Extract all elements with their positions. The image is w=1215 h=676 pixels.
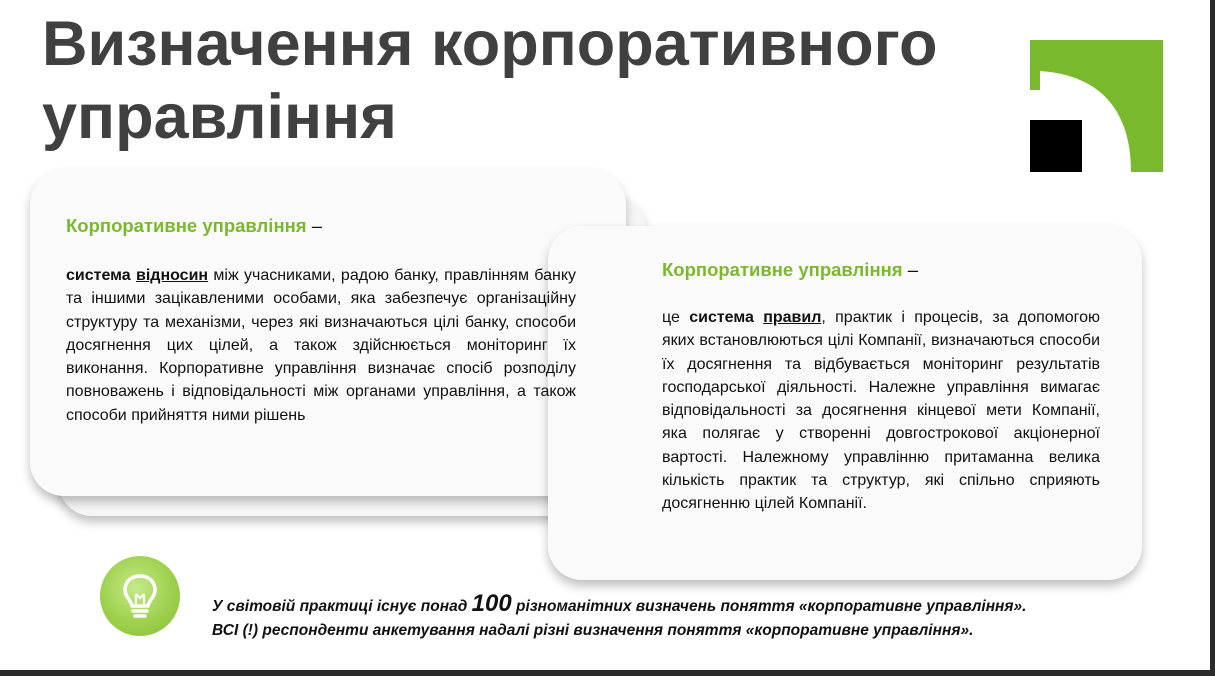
card2-text-rest: , практик і процесів, за допомогою яких встановлюються цілі Компанії, визначаються способи їх досягнення та відбувається моніторинг результатів господарської діяльності. Належне управління вимагає відповідальності за досягнення кінцевої мети Компанії, яка полягає у створенні довгострокової акціонерної вартості. Належному управлінню притаманна велика кількість практик та структур, які спільно сприяють досягненню цілей Компанії.	[662, 309, 1100, 513]
card1-text-bold: система	[66, 267, 131, 284]
footnote-line2: ВСІ (!) респонденти анкетування надалі різні визначення поняття «корпоративне управління».	[212, 622, 974, 639]
card1-title	[66, 215, 322, 237]
lightbulb-badge	[100, 556, 180, 636]
card1-title-dash: –	[311, 215, 323, 236]
lightbulb-icon	[100, 556, 180, 636]
card1-text	[66, 264, 576, 427]
privatbank-logo-icon	[1030, 40, 1163, 172]
footnote	[212, 592, 1192, 643]
footnote-line1-pre: У світовій практиці існує понад	[212, 598, 468, 615]
frame-bottom-border	[0, 670, 1215, 676]
card2-text-prefix: це	[662, 309, 680, 326]
card1-title-text: Корпоративне управління	[66, 215, 307, 236]
card2-title-text: Корпоративне управління	[662, 259, 903, 280]
card1-text-underline: відносин	[136, 267, 209, 284]
frame-right-border	[1210, 0, 1215, 676]
page-title: Визначення корпоративного управління	[42, 9, 938, 152]
card2-text-underline: правил	[763, 309, 822, 326]
card2-text-bold: система	[689, 309, 754, 326]
card1-text-rest: між учасниками, радою банку, правлінням банку та іншими зацікавленими особами, яка забезпечує організаційну структуру та механізми, через які визначаються цілі банку, способи досягнення цих цілей, а також здійснюється моніторинг їх виконання. Корпоративне управління визначає спосіб розподілу повноважень і відповідальності між органами управління, а також способи прийняття ними рішень	[66, 267, 577, 424]
card2-title-dash: –	[907, 259, 919, 280]
card2-title	[662, 259, 918, 281]
footnote-line1-post: різноманітних визначень поняття «корпоративне управління».	[515, 598, 1027, 615]
card2-text	[662, 306, 1100, 516]
footnote-number: 100	[471, 590, 512, 617]
